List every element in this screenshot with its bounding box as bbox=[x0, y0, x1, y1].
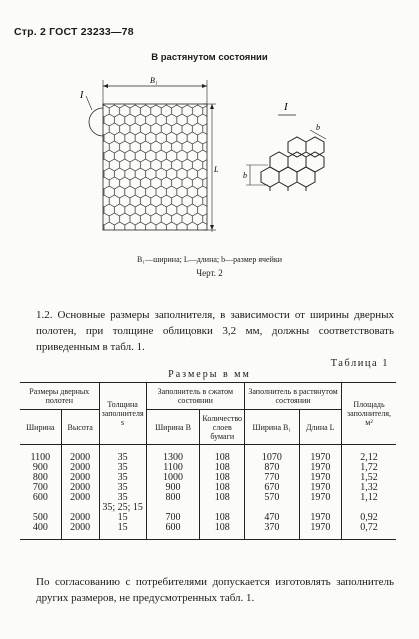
table-cell: 1,72 bbox=[342, 463, 397, 473]
detail-hexagons bbox=[261, 137, 324, 191]
header-door-group: Размеры дверных полотен bbox=[20, 383, 99, 410]
table-cell: 35 bbox=[99, 493, 146, 503]
label-b1: B₁ bbox=[150, 76, 158, 85]
table-cell: 2,12 bbox=[342, 453, 397, 463]
table-cell: 570 bbox=[245, 493, 300, 503]
table-cell: 2000 bbox=[61, 453, 99, 463]
table-cell: 770 bbox=[245, 473, 300, 483]
table-cell: 0,92 bbox=[342, 513, 397, 523]
table-cell: 1970 bbox=[299, 513, 341, 523]
table-cell: 1970 bbox=[299, 493, 341, 503]
page-header: Стр. 2 ГОСТ 23233—78 bbox=[14, 26, 134, 38]
table-cell: 400 bbox=[20, 523, 61, 540]
table-cell: 700 bbox=[146, 513, 200, 523]
table-cell: 1,12 bbox=[342, 493, 397, 503]
table-cell: 108 bbox=[200, 483, 245, 493]
table-cell: 108 bbox=[200, 473, 245, 483]
table-cell: 2000 bbox=[61, 463, 99, 473]
table-cell: 900 bbox=[146, 483, 200, 493]
table-cell: 470 bbox=[245, 513, 300, 523]
table-cell: 108 bbox=[200, 513, 245, 523]
detail-circle bbox=[89, 108, 103, 136]
table-cell: 1000 bbox=[146, 473, 200, 483]
table-cell: 35 bbox=[99, 453, 146, 463]
table-cell: 600 bbox=[32, 492, 48, 503]
header-stretched-group: Заполнитель в растянутом состоянии bbox=[245, 383, 342, 410]
table-cell: 35 bbox=[99, 473, 146, 483]
table-cell: 2000 bbox=[61, 513, 99, 523]
table-cell: 370 bbox=[245, 523, 300, 540]
table-cell: 800 bbox=[146, 493, 200, 503]
table-cell: 1970 bbox=[299, 473, 341, 483]
header-width: Ширина bbox=[20, 410, 61, 445]
header-height: Высота bbox=[61, 410, 99, 445]
paragraph-final: По согласованию с потребителями допускается изготовлять заполнитель других размеров, не предусмотренных табл. 1. bbox=[36, 576, 394, 604]
table-cell: 1100 bbox=[30, 452, 51, 463]
figure-number: Черт. 2 bbox=[196, 268, 223, 278]
table-cell: 670 bbox=[245, 483, 300, 493]
table-cell: 1970 bbox=[299, 523, 341, 540]
table-subtitle: Размеры в мм bbox=[168, 369, 251, 380]
table-cell: 0,72 bbox=[342, 523, 397, 540]
table-cell: 2000 bbox=[61, 483, 99, 493]
honeycomb-panel bbox=[103, 104, 207, 230]
figure-drawing bbox=[0, 60, 419, 255]
table-cell: 1970 bbox=[299, 483, 341, 493]
header-thickness: Толщина заполнителя s bbox=[99, 383, 146, 445]
table-cell: 15 bbox=[99, 513, 146, 523]
table-cell: 35; 25; 15 bbox=[99, 503, 146, 513]
table-cell: 1,52 bbox=[342, 473, 397, 483]
header-str-length: Длина L bbox=[299, 410, 341, 445]
table-cell: 800 bbox=[32, 472, 48, 483]
dimensions-table bbox=[20, 382, 396, 540]
header-compressed-group: Заполнитель в сжатом состоянии bbox=[146, 383, 244, 410]
section-title: В растянутом состоянии bbox=[151, 52, 268, 63]
table-cell: 15 bbox=[99, 523, 146, 540]
table-cell: 1070 bbox=[245, 453, 300, 463]
table-cell: 35 bbox=[99, 463, 146, 473]
table-cell: 108 bbox=[200, 523, 245, 540]
table-cell: 1300 bbox=[146, 453, 200, 463]
label-b-diagonal: b bbox=[316, 123, 320, 132]
table-cell: 108 bbox=[200, 493, 245, 503]
header-comp-width: Ширина B bbox=[146, 410, 200, 445]
detail-marker-left: I bbox=[80, 90, 84, 101]
label-b-vertical: b bbox=[243, 171, 247, 180]
table-row bbox=[20, 523, 396, 540]
table-cell: 35 bbox=[99, 483, 146, 493]
table-cell: 870 bbox=[245, 463, 300, 473]
table-cell: 1,32 bbox=[342, 483, 397, 493]
table-cell: 1970 bbox=[299, 453, 341, 463]
header-area: Площадь заполнителя, м² bbox=[342, 383, 397, 445]
paragraph-1-2: 1.2. Основные размеры заполнителя, в зависимости от ширины дверных полотен, при толщине облицовки 3,2 мм, должны соответствовать приведенным в табл. 1. bbox=[36, 309, 394, 353]
table-cell: 2000 bbox=[61, 493, 99, 503]
table-row bbox=[20, 493, 396, 503]
table-title: Таблица 1 bbox=[330, 358, 389, 369]
table-cell: 700 bbox=[32, 482, 48, 493]
table-cell: 1970 bbox=[299, 463, 341, 473]
table-cell: 2000 bbox=[61, 473, 99, 483]
label-l: L bbox=[214, 165, 219, 174]
table-cell: 1100 bbox=[146, 463, 200, 473]
table-cell: 600 bbox=[146, 523, 200, 540]
header-str-width: Ширина B₁ bbox=[245, 410, 300, 445]
table-cell: 2000 bbox=[61, 523, 99, 540]
detail-marker-right: I bbox=[284, 101, 288, 113]
header-comp-layers: Количество слоев бумаги bbox=[200, 410, 245, 445]
table-cell: 108 bbox=[200, 453, 245, 463]
figure-caption: B₁—ширина; L—длина; b—размер ячейки bbox=[136, 255, 283, 264]
table-cell: 900 bbox=[32, 462, 48, 473]
table-cell: 500 bbox=[32, 512, 48, 523]
table-cell: 108 bbox=[200, 463, 245, 473]
